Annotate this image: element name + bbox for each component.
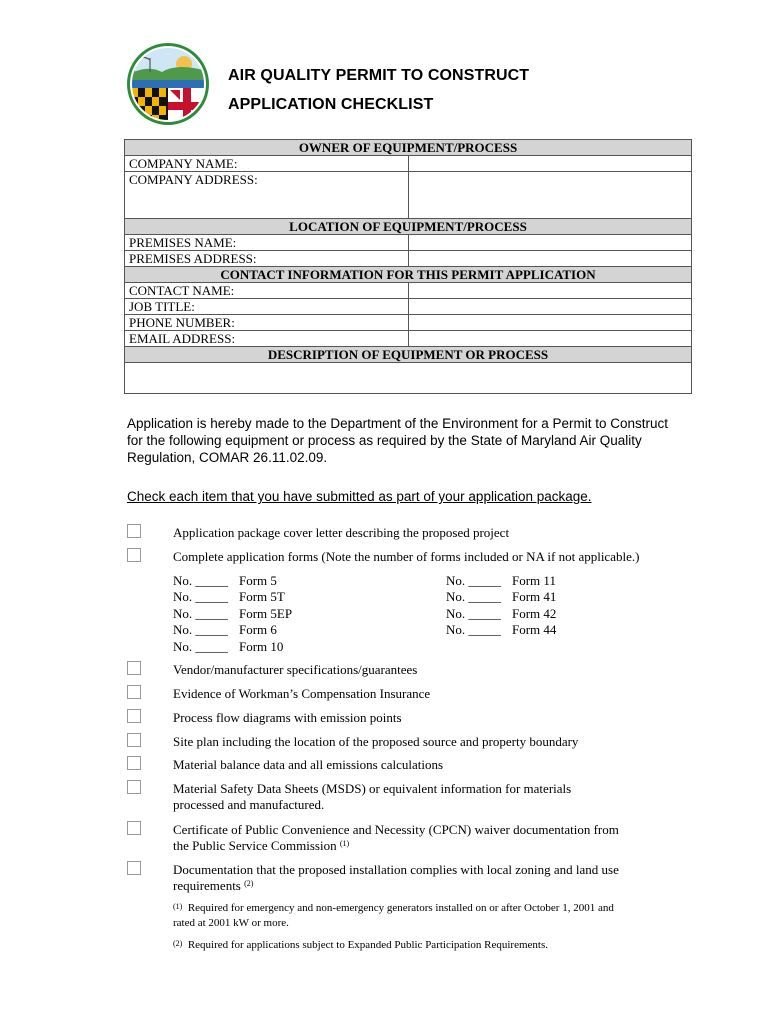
form-count-blank[interactable]: No. _____ xyxy=(446,573,501,588)
company-address-field[interactable] xyxy=(408,172,692,219)
document-title-line2: APPLICATION CHECKLIST xyxy=(228,96,434,113)
checklist-item-msds: Material Safety Data Sheets (MSDS) or equivalent information for materials processed and manufactured. xyxy=(173,781,572,812)
application-info-table xyxy=(124,139,692,394)
form-row xyxy=(173,622,292,638)
phone-number-field[interactable] xyxy=(408,315,692,331)
footnote-2 xyxy=(173,938,633,953)
form-row xyxy=(173,606,292,622)
form-name: Form 42 xyxy=(512,605,557,621)
form-row xyxy=(446,622,556,638)
checklist-item-vendor-specs: Vendor/manufacturer specifications/guarantees xyxy=(173,662,418,677)
forms-list-right xyxy=(446,573,556,639)
job-title-field[interactable] xyxy=(408,299,692,315)
form-name: Form 44 xyxy=(512,622,557,638)
checkbox-cpcn-waiver[interactable] xyxy=(127,821,141,835)
form-name: Form 5T xyxy=(239,589,285,605)
form-name: Form 5 xyxy=(239,573,277,588)
form-row xyxy=(173,589,292,605)
premises-name-field[interactable] xyxy=(408,235,692,251)
checkbox-material-balance[interactable] xyxy=(127,756,141,770)
form-count-blank[interactable]: No. _____ xyxy=(173,605,228,621)
form-name: Form 5EP xyxy=(239,605,293,621)
mde-seal-icon xyxy=(126,42,210,126)
form-count-blank[interactable]: No. _____ xyxy=(446,605,501,621)
job-title-label: JOB TITLE: xyxy=(125,299,409,315)
form-name: Form 10 xyxy=(239,638,284,654)
company-name-field[interactable] xyxy=(408,156,692,172)
checkbox-site-plan[interactable] xyxy=(127,733,141,747)
checkbox-zoning[interactable] xyxy=(127,861,141,875)
checkbox-cover-letter[interactable] xyxy=(127,524,141,538)
checklist-item-material-balance: Material balance data and all emissions calculations xyxy=(173,757,444,772)
checklist-item-process-flow: Process flow diagrams with emission points xyxy=(173,710,402,725)
checklist-item-workmans-comp: Evidence of Workman’s Compensation Insurance xyxy=(173,686,431,701)
description-field[interactable] xyxy=(125,363,692,394)
footnote-1-mark: (1) xyxy=(173,902,183,911)
checklist-item-cover-letter: Application package cover letter describing the proposed project xyxy=(173,525,510,540)
checklist-item-cpcn-waiver xyxy=(173,822,633,854)
checklist-instruction: Check each item that you have submitted as part of your application package. xyxy=(127,489,592,504)
checklist-item-application-forms: Complete application forms (Note the number of forms included or NA if not applicable.) xyxy=(173,549,640,564)
contact-name-field[interactable] xyxy=(408,283,692,299)
premises-address-label: PREMISES ADDRESS: xyxy=(125,251,409,267)
form-count-blank[interactable]: No. _____ xyxy=(173,622,228,638)
application-intro-paragraph: Application is hereby made to the Department of the Environment for a Permit to Construct for the following equipment or process as required by the State of Maryland Air Quality Regulation, COMAR 26.11.02.09. xyxy=(127,416,669,465)
email-address-label: EMAIL ADDRESS: xyxy=(125,331,409,347)
form-count-blank[interactable]: No. _____ xyxy=(173,589,228,605)
footnote-2-mark: (2) xyxy=(173,939,183,948)
premises-name-label: PREMISES NAME: xyxy=(125,235,409,251)
contact-name-label: CONTACT NAME: xyxy=(125,283,409,299)
checklist-item-zoning xyxy=(173,862,633,894)
checkbox-msds[interactable] xyxy=(127,780,141,794)
form-count-blank[interactable]: No. _____ xyxy=(173,638,228,654)
email-address-field[interactable] xyxy=(408,331,692,347)
form-count-blank[interactable]: No. _____ xyxy=(173,573,228,588)
checkbox-vendor-specs[interactable] xyxy=(127,661,141,675)
phone-number-label: PHONE NUMBER: xyxy=(125,315,409,331)
premises-address-field[interactable] xyxy=(408,251,692,267)
checkbox-application-forms[interactable] xyxy=(127,548,141,562)
form-name: Form 11 xyxy=(512,573,556,588)
contact-section-header: CONTACT INFORMATION FOR THIS PERMIT APPLICATION xyxy=(125,267,692,283)
description-section-header: DESCRIPTION OF EQUIPMENT OR PROCESS xyxy=(125,347,692,363)
footnote-1-text: Required for emergency and non-emergency generators installed on or after October 1, 2001 and rated at 2001 kW or more. xyxy=(173,902,614,929)
footnote-2-text: Required for applications subject to Expanded Public Participation Requirements. xyxy=(187,939,548,951)
checklist-item-site-plan: Site plan including the location of the proposed source and property boundary xyxy=(173,734,579,749)
form-row xyxy=(446,589,556,605)
footnote-1 xyxy=(173,901,633,931)
form-count-blank[interactable]: No. _____ xyxy=(446,589,501,605)
checkbox-process-flow[interactable] xyxy=(127,709,141,723)
footnote-ref-1: (1) xyxy=(339,839,350,848)
form-name: Form 6 xyxy=(239,622,277,638)
forms-list-left xyxy=(173,573,292,655)
location-section-header: LOCATION OF EQUIPMENT/PROCESS xyxy=(125,219,692,235)
form-name: Form 41 xyxy=(512,589,557,605)
company-name-label: COMPANY NAME: xyxy=(125,156,409,172)
form-row xyxy=(446,606,556,622)
form-row xyxy=(173,573,292,589)
form-count-blank[interactable]: No. _____ xyxy=(446,622,501,638)
zoning-text: Documentation that the proposed installation complies with local zoning and land use requirements xyxy=(173,862,619,893)
company-address-label: COMPANY ADDRESS: xyxy=(125,172,409,219)
footnote-ref-2: (2) xyxy=(244,879,254,888)
form-row xyxy=(173,639,292,655)
owner-section-header: OWNER OF EQUIPMENT/PROCESS xyxy=(125,140,692,156)
cpcn-waiver-text: Certificate of Public Convenience and Necessity (CPCN) waiver documentation from the Public Service Commission xyxy=(173,822,619,853)
checkbox-workmans-comp[interactable] xyxy=(127,685,141,699)
document-title-line1: AIR QUALITY PERMIT TO CONSTRUCT xyxy=(228,67,530,84)
form-row xyxy=(446,573,556,589)
